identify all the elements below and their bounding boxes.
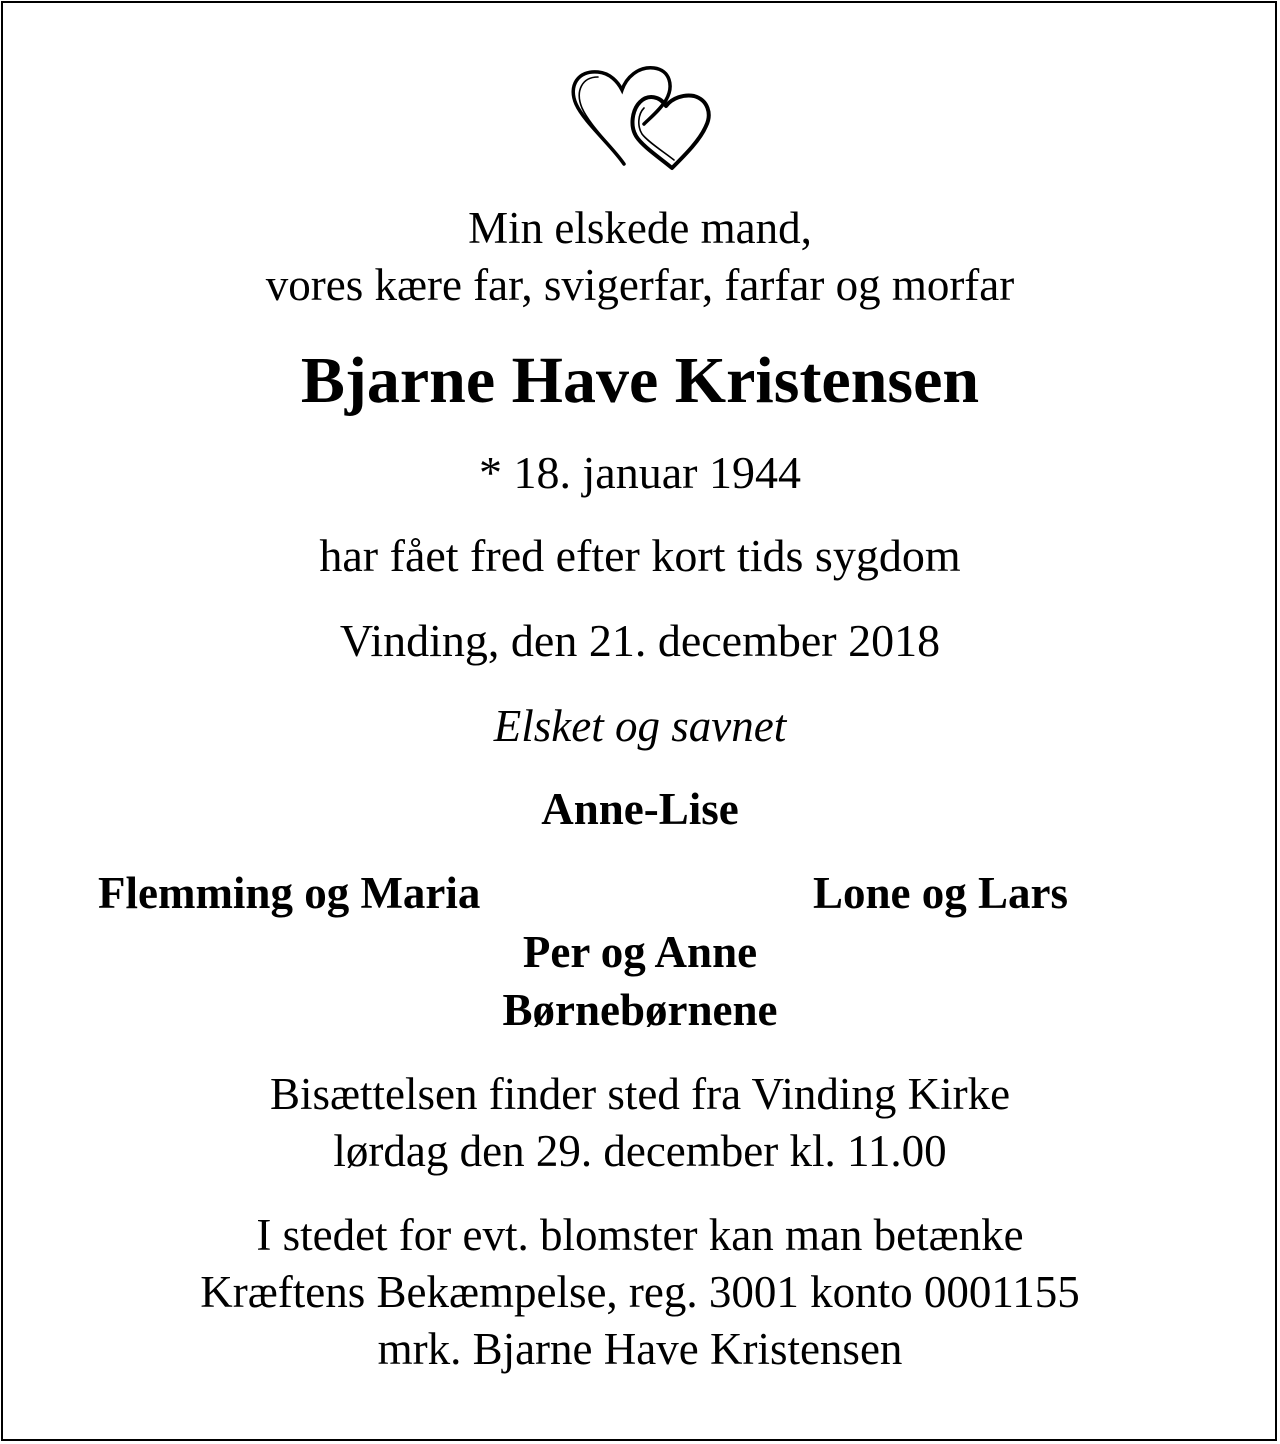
family-children-left: Flemming og Maria bbox=[98, 868, 481, 918]
passing-text: har fået fred efter kort tids sygdom bbox=[319, 530, 961, 581]
family-children-center: Per og Anne bbox=[522, 927, 758, 977]
double-hearts-icon bbox=[560, 60, 720, 172]
funeral-line-1: Bisættelsen finder sted fra Vinding Kirke bbox=[269, 1069, 1011, 1119]
deceased-name: Bjarne Have Kristensen bbox=[300, 344, 980, 417]
birth-date: * 18. januar 1944 bbox=[479, 447, 801, 498]
intro-line-1: Min elskede mand, bbox=[468, 203, 812, 253]
intro-line-2: vores kære far, svigerfar, farfar og morfar bbox=[265, 260, 1015, 310]
family-children-right: Lone og Lars bbox=[813, 868, 1069, 918]
family-spouse: Anne-Lise bbox=[541, 784, 739, 834]
tribute-text: Elsket og savnet bbox=[493, 701, 787, 751]
donation-line-2: Kræftens Bekæmpelse, reg. 3001 konto 0001155 bbox=[200, 1267, 1080, 1317]
donation-line-1: I stedet for evt. blomster kan man betænke bbox=[256, 1210, 1024, 1260]
family-grandchildren: Børnebørnene bbox=[502, 985, 778, 1035]
donation-line-3: mrk. Bjarne Have Kristensen bbox=[377, 1324, 903, 1374]
place-and-date: Vinding, den 21. december 2018 bbox=[339, 615, 941, 666]
funeral-line-2: lørdag den 29. december kl. 11.00 bbox=[333, 1126, 947, 1176]
